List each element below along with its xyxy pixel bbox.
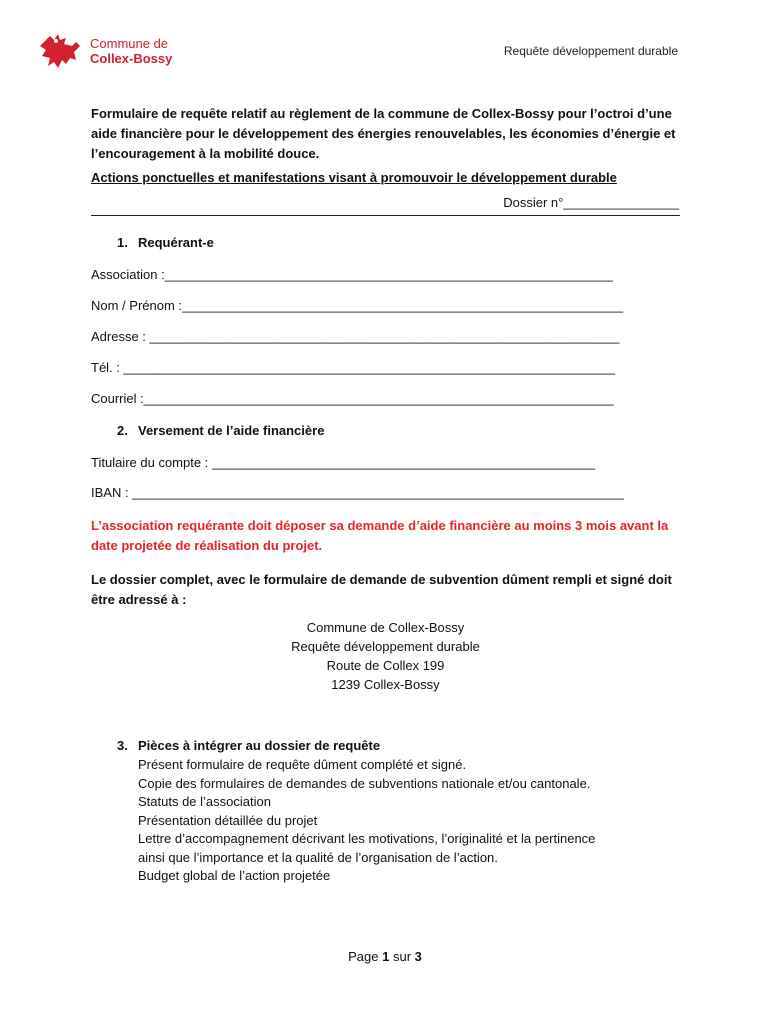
nom-prenom-field[interactable]: Nom / Prénom :_____________________________________________________________ (91, 298, 624, 313)
telephone-field[interactable]: Tél. : ____________________________________________________________________ (91, 360, 616, 375)
section-3-title: Pièces à intégrer au dossier de requête (138, 738, 381, 753)
page-footer (0, 949, 770, 964)
address-line-2: Requête développement durable (291, 639, 480, 654)
list-item: Statuts de l’association (138, 794, 271, 809)
page-current: 1 (382, 949, 390, 964)
header-doc-label: Requête développement durable (503, 44, 678, 58)
logo-line-1: Commune de (90, 36, 169, 51)
list-item: Copie des formulaires de demandes de subventions nationale et/ou cantonale. (138, 775, 591, 791)
section-2-heading (117, 423, 324, 438)
deadline-warning: L’association requérante doit déposer sa demande d’aide financière au moins 3 mois avant la date projetée de réalisation du projet. (91, 518, 669, 553)
titulaire-compte-field[interactable]: Titulaire du compte : _____________________________________________________ (91, 455, 596, 470)
address-line-3: Route de Collex 199 (326, 658, 445, 673)
association-field[interactable]: Association :______________________________________________________________ (91, 267, 613, 282)
courriel-field[interactable]: Courriel :_________________________________________________________________ (91, 391, 614, 406)
list-item: ainsi que l’importance et la qualité de l’organisation de l’action. (138, 849, 498, 865)
header-divider (91, 215, 680, 216)
address-line-4: 1239 Collex-Bossy (331, 677, 440, 692)
griffin-emblem-icon (36, 32, 84, 72)
logo-line-2: Collex-Bossy (90, 51, 173, 66)
of-word: sur (392, 949, 412, 964)
dossier-number-field[interactable]: Dossier n°________________ (503, 195, 679, 210)
iban-field[interactable]: IBAN : ____________________________________________________________________ (91, 485, 624, 500)
submission-instructions: Le dossier complet, avec le formulaire de demande de subvention dûment rempli et signé doit être adressé à : (91, 572, 672, 607)
form-subtitle: Actions ponctuelles et manifestations visant à promouvoir le développement durable (91, 170, 617, 185)
list-item: Budget global de l’action projetée (138, 868, 331, 883)
section-1-heading (117, 235, 214, 250)
commune-logo (36, 32, 172, 72)
page-total: 3 (414, 949, 422, 964)
section-1-title: Requérant-e (138, 235, 214, 250)
mailing-address (91, 618, 680, 694)
form-title: Formulaire de requête relatif au règlement de la commune de Collex-Bossy pour l’octroi d’une aide financière pour le développement des énergies renouvelables, les économies d’énergie et l’encouragement à la mobilité douce. (91, 106, 676, 161)
list-item: Lettre d’accompagnement décrivant les motivations, l’originalité et la pertinence (138, 831, 596, 846)
section-2-number: 2. (117, 423, 128, 438)
section-1-number: 1. (117, 235, 128, 250)
section-3-heading (117, 738, 380, 753)
section-3-number: 3. (117, 738, 128, 753)
list-item: Présentation détaillée du projet (138, 812, 318, 828)
required-documents-list (138, 756, 698, 886)
adresse-field[interactable]: Adresse : _________________________________________________________________ (91, 329, 620, 344)
address-line-1: Commune de Collex-Bossy (306, 620, 465, 635)
page-word: Page (348, 949, 379, 964)
list-item: Présent formulaire de requête dûment complété et signé. (138, 757, 467, 772)
section-2-title: Versement de l’aide financière (138, 423, 325, 438)
